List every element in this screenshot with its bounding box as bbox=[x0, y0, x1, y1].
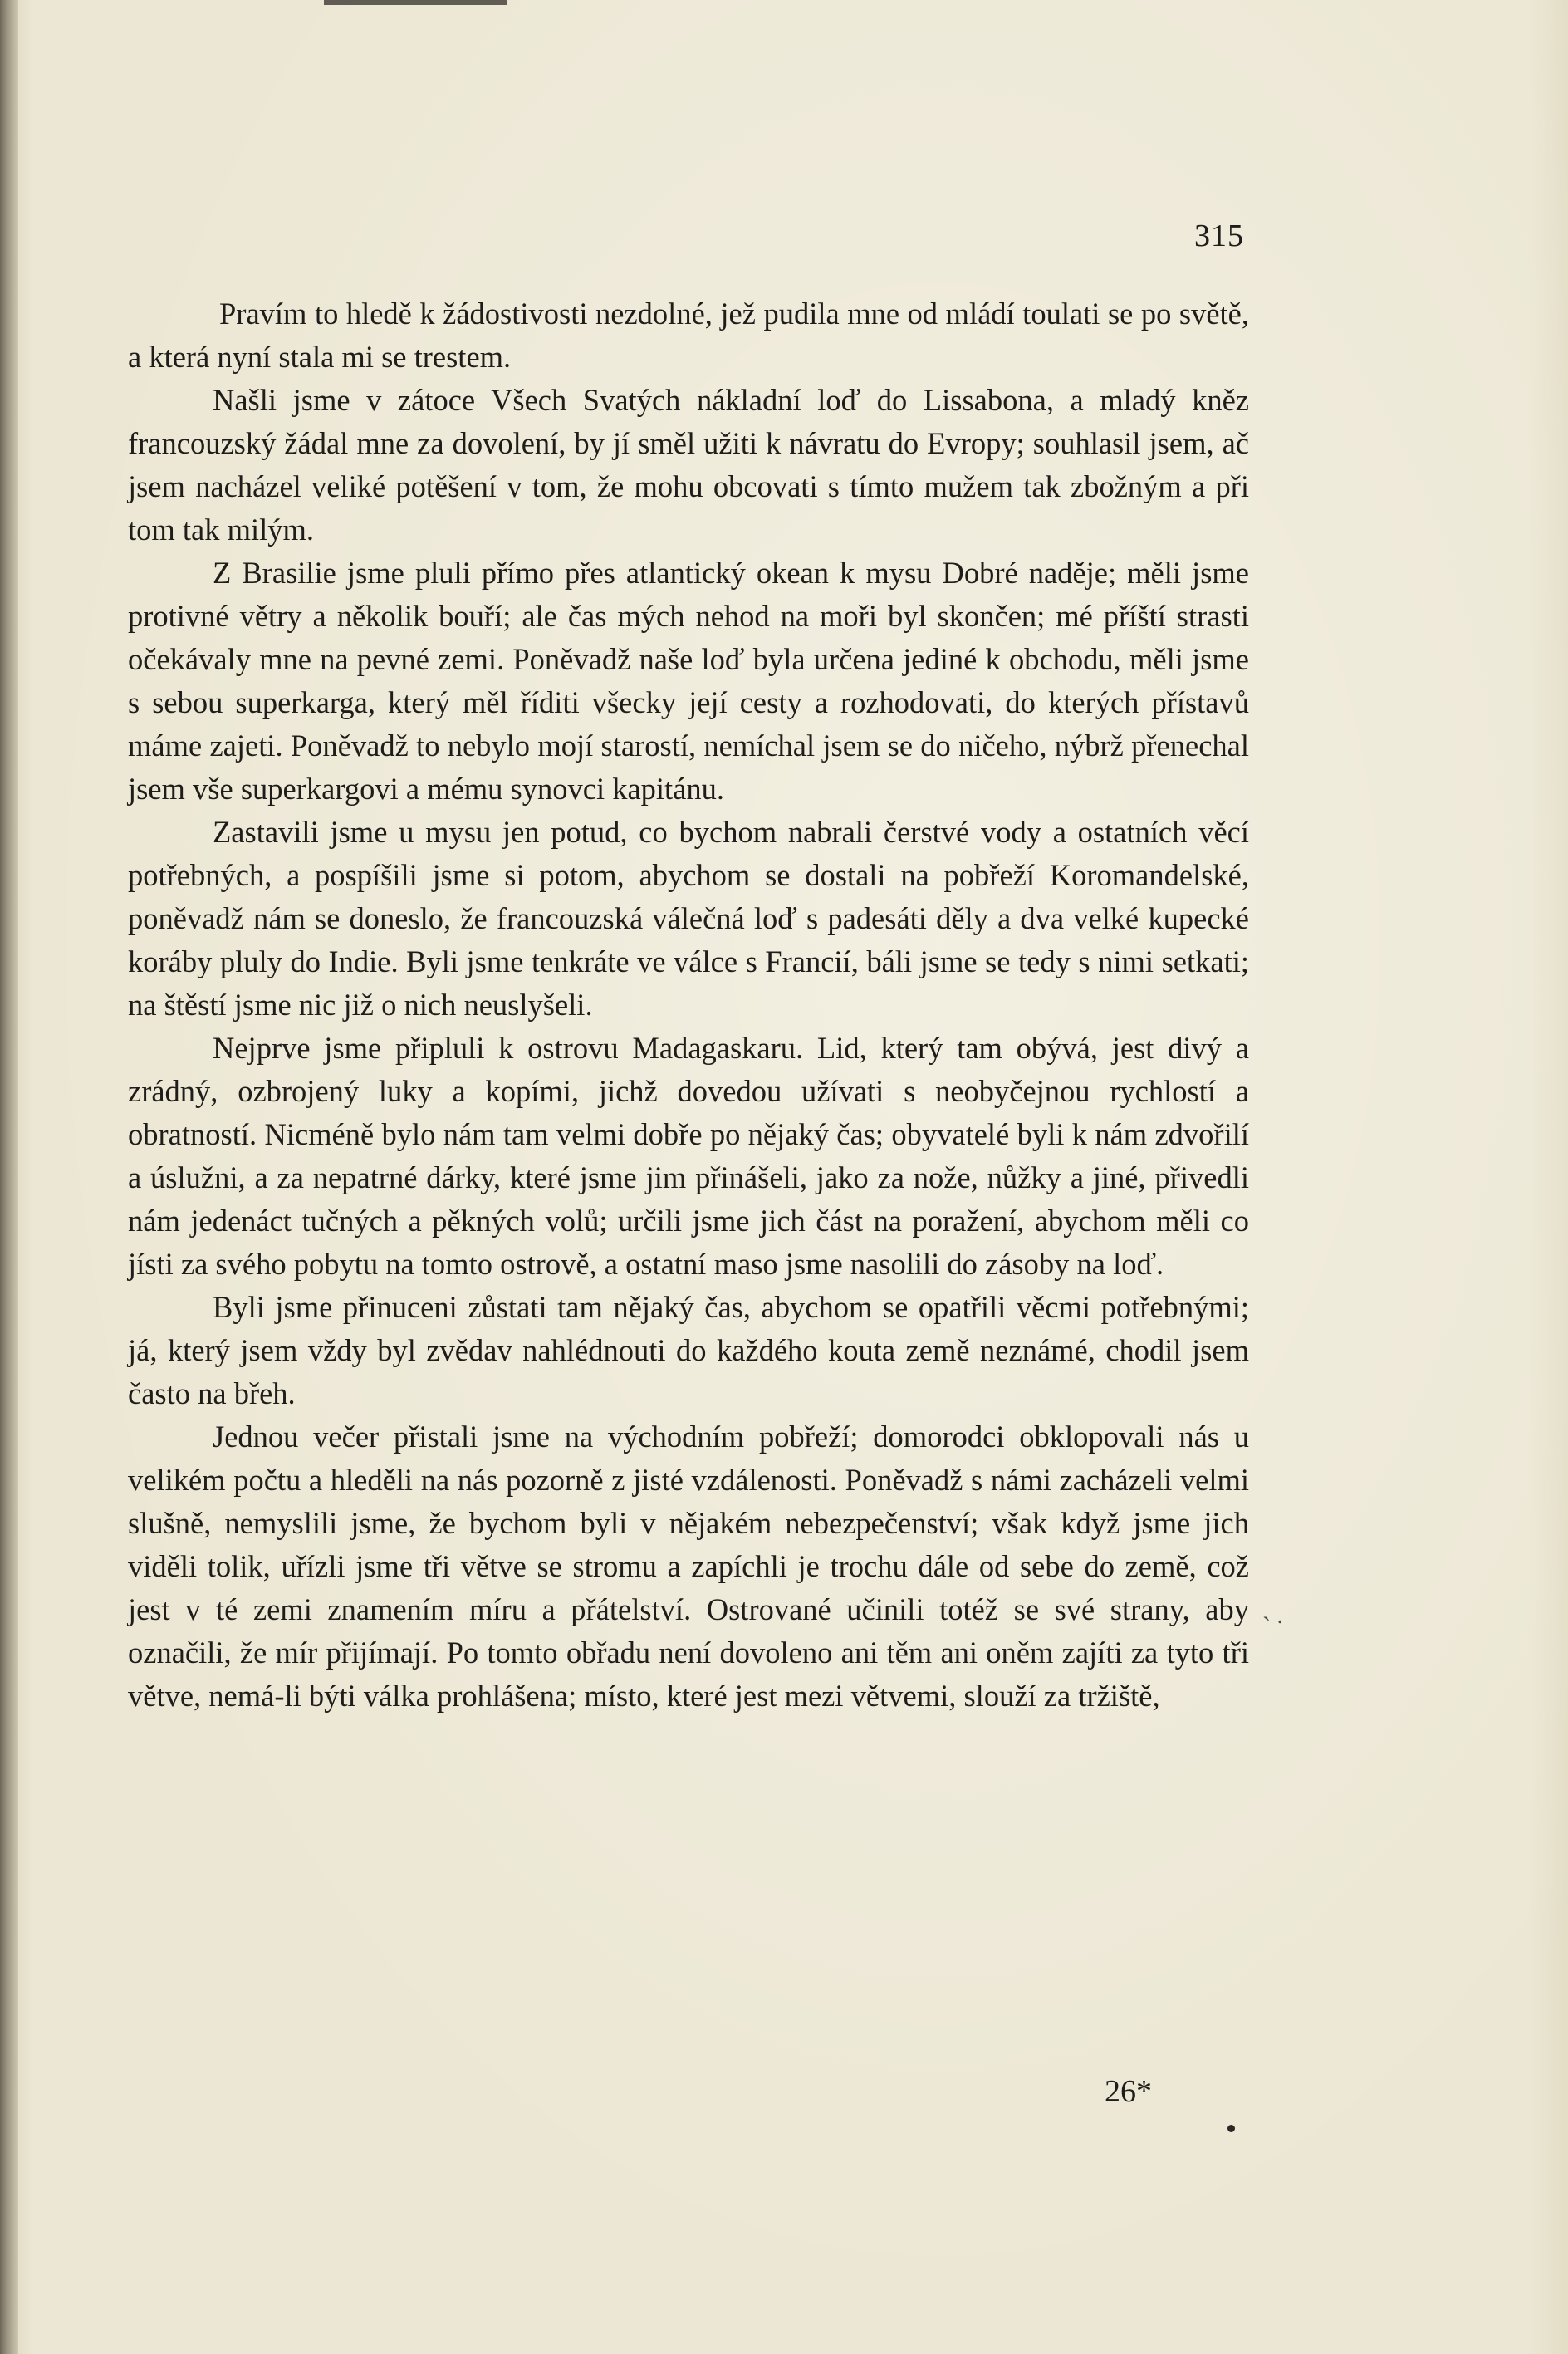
page-number: 315 bbox=[1194, 218, 1244, 253]
body-text bbox=[128, 292, 1249, 1718]
signature-mark: 26* bbox=[1105, 2074, 1152, 2109]
top-edge-mark bbox=[324, 0, 507, 5]
margin-tick: ˴ . bbox=[1262, 1601, 1283, 1629]
paragraph: Byli jsme přinuceni zůstati tam nějaký čas, abychom se opatřili věcmi potřebnými; já, který jsem vždy byl zvědav nahlédnouti do každého kouta země neznámé, chodil jsem často na břeh. bbox=[128, 1290, 1249, 1410]
paragraph: Našli jsme v zátoce Všech Svatých nákladní loď do Lissabona, a mladý kněz francouzský žádal mne za dovolení, by jí směl užiti k návratu do Evropy; souhlasil jsem, ač jsem nacházel veliké potěšení v tom, že mohu obcovati s tímto mužem tak zbožným a při tom tak milým. bbox=[128, 383, 1249, 547]
paragraph: Nejprve jsme připluli k ostrovu Madagaskaru. Lid, který tam obývá, jest divý a zrádný, ozbrojený luky a kopími, jichž dovedou užívati s neobyčejnou rychlostí a obratností. Nicméně bylo nám tam velmi dobře po nějaký čas; obyvatelé byli k nám zdvořilí a úslužni, a za nepatrné dárky, které jsme jim přinášeli, jako za nože, nůžky a jiné, přivedli nám jedenáct tučných a pěkných volů; určili jsme jich část na poražení, abychom měli co jísti za svého pobytu na tomto ostrově, a ostatní maso jsme nasolili do zásoby na loď. bbox=[128, 1031, 1249, 1281]
ink-dot bbox=[1227, 2125, 1235, 2132]
paragraph: Zastavili jsme u mysu jen potud, co bychom nabrali čerstvé vody a ostatních věcí potřebných, a pospíšili jsme si potom, abychom se dostali na pobřeží Koromandelské, poněvadž nám se doneslo, že francouzská válečná loď s padesáti děly a dva velké kupecké koráby pluly do Indie. Byli jsme tenkráte ve válce s Francií, báli jsme se tedy s nimi setkati; na štěstí jsme nic již o nich neuslyšeli. bbox=[128, 815, 1249, 1022]
paragraph: Pravím to hledě k žádostivosti nezdolné, jež pudila mne od mládí toulati se po světě, a která nyní stala mi se trestem. bbox=[128, 297, 1249, 374]
paragraph: Jednou večer přistali jsme na východním pobřeží; domorodci obklopovali nás u velikém počtu a hleděli na nás pozorně z jisté vzdálenosti. Poněvadž s námi zacházeli velmi slušně, nemyslili jsme, že bychom byli v nějakém nebezpečenství; však když jsme jich viděli tolik, uřízli jsme tři větve se stromu a zapíchli je trochu dále od sebe do země, což jest v té zemi znamením míru a přátelství. Ostrované učinili totéž se své strany, aby označili, že mír přijímají. Po tomto obřadu není dovoleno ani těm ani oněm zajíti za tyto tři větve, nemá-li býti válka prohlášena; místo, které jest mezi větvemi, slouží za tržiště, bbox=[128, 1420, 1249, 1713]
paragraph: Z Brasilie jsme pluli přímo přes atlantický okean k mysu Dobré naděje; měli jsme protivné větry a několik bouří; ale čas mých nehod na moři byl skončen; mé příští strasti očekávaly mne na pevné zemi. Poněvadž naše loď byla určena jediné k obchodu, měli jsme s sebou superkarga, který měl říditi všecky její cesty a rozhodovati, do kterých přístavů máme zajeti. Poněvadž to nebylo mojí starostí, nemíchal jsem se do ničeho, nýbrž přenechal jsem vše superkargovi a mému synovci kapitánu. bbox=[128, 556, 1249, 806]
book-spine-edge bbox=[0, 0, 18, 2354]
